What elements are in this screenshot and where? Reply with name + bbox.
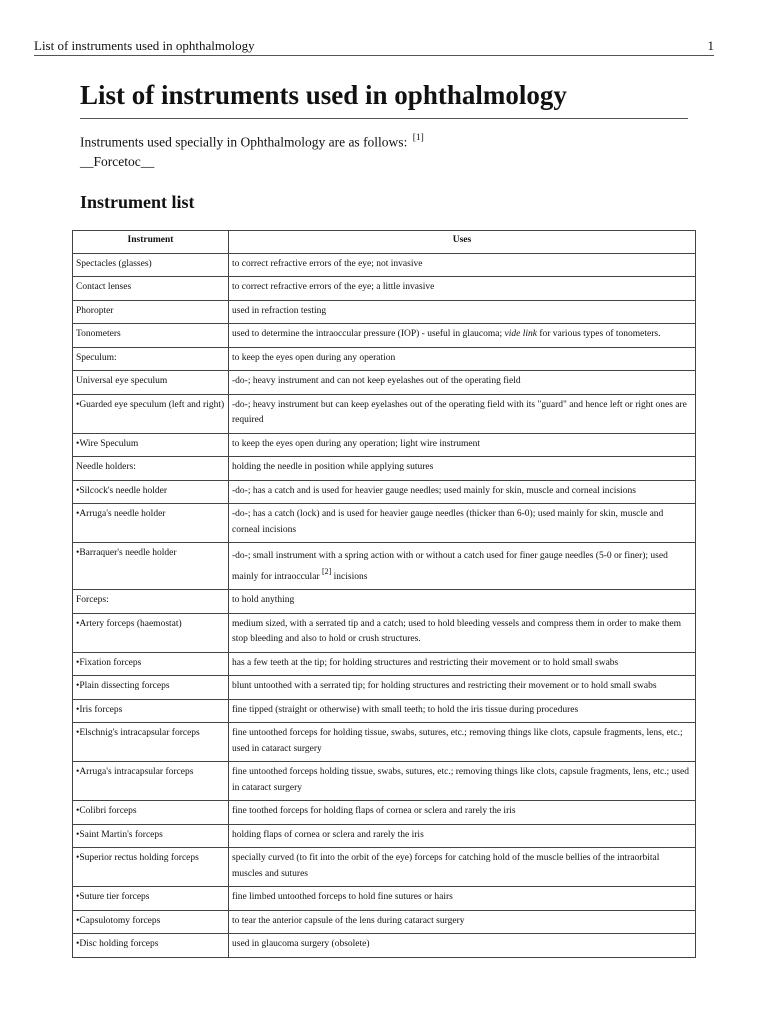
table-row: [73, 277, 696, 301]
table-row: [73, 848, 696, 887]
uses-cell: -do-; small instrument with a spring action with or without a catch used for finer gauge needles (5-0 or finer); used mainly for intraoccular [2] incisions: [229, 543, 696, 590]
reference-link-2[interactable]: [2]: [321, 566, 332, 576]
table-row: [73, 253, 696, 277]
table-row: [73, 543, 696, 590]
forcetoc-marker: __Forcetoc__: [80, 154, 155, 169]
table-row: [73, 824, 696, 848]
intro-text: Instruments used specially in Ophthalmology are as follows:: [80, 134, 408, 150]
instrument-cell: Speculum:: [73, 347, 229, 371]
table-header-row: [73, 231, 696, 254]
uses-cell: to keep the eyes open during any operation: [229, 347, 696, 371]
table-row: [73, 394, 696, 433]
uses-cell: holding the needle in position while applying sutures: [229, 457, 696, 481]
instrument-cell: •Iris forceps: [73, 699, 229, 723]
uses-cell: specially curved (to fit into the orbit of the eye) forceps for catching hold of the muscle bellies of the intraorbital muscles and sutures: [229, 848, 696, 887]
instrument-cell: Universal eye speculum: [73, 371, 229, 395]
table-row: [73, 801, 696, 825]
uses-cell: -do-; has a catch (lock) and is used for heavier gauge needles (thicker than 6-0); used mainly for skin, muscle and corneal incisions: [229, 504, 696, 543]
instrument-cell: •Colibri forceps: [73, 801, 229, 825]
uses-cell: to hold anything: [229, 590, 696, 614]
table-row: [73, 433, 696, 457]
uses-cell: fine untoothed forceps holding tissue, swabs, sutures, etc.; removing things like clots, capsule fragments, lens, etc.; used in cataract surgery: [229, 762, 696, 801]
running-header: [34, 38, 714, 54]
instrument-cell: •Superior rectus holding forceps: [73, 848, 229, 887]
uses-cell: fine limbed untoothed forceps to hold fine sutures or hairs: [229, 887, 696, 911]
table-row: [73, 934, 696, 958]
page-number: 1: [707, 38, 714, 53]
uses-cell: -do-; has a catch and is used for heavier gauge needles; used mainly for skin, muscle and corneal incisions: [229, 480, 696, 504]
instrument-cell: •Barraquer's needle holder: [73, 543, 229, 590]
uses-cell: -do-; heavy instrument and can not keep eyelashes out of the operating field: [229, 371, 696, 395]
column-header-uses: Uses: [229, 231, 696, 254]
table-row: [73, 457, 696, 481]
uses-cell: blunt untoothed with a serrated tip; for holding structures and restricting their movement or to hold small swabs: [229, 676, 696, 700]
column-header-instrument: Instrument: [73, 231, 229, 254]
uses-cell: to keep the eyes open during any operation; light wire instrument: [229, 433, 696, 457]
instrument-cell: •Arruga's needle holder: [73, 504, 229, 543]
instrument-cell: •Disc holding forceps: [73, 934, 229, 958]
instrument-cell: Forceps:: [73, 590, 229, 614]
header-rule: [34, 55, 714, 56]
running-title: List of instruments used in ophthalmology: [34, 38, 255, 53]
table-row: [73, 723, 696, 762]
table-row: [73, 676, 696, 700]
uses-cell: medium sized, with a serrated tip and a catch; used to hold bleeding vessels and compress them in order to make them stop bleeding and also to hold or crush structures.: [229, 613, 696, 652]
vide-link[interactable]: vide link: [504, 329, 537, 339]
instrument-cell: •Artery forceps (haemostat): [73, 613, 229, 652]
uses-cell: fine untoothed forceps for holding tissue, swabs, sutures, etc.; removing things like clots, capsule fragments, lens, etc.; used in cataract surgery: [229, 723, 696, 762]
table-row: [73, 371, 696, 395]
table-row: [73, 590, 696, 614]
table-row: [73, 300, 696, 324]
table-row: [73, 699, 696, 723]
instrument-cell: •Silcock's needle holder: [73, 480, 229, 504]
uses-cell: used to determine the intraoccular pressure (IOP) - useful in glaucoma; vide link for various types of tonometers.: [229, 324, 696, 348]
title-divider: [80, 118, 688, 119]
section-heading: Instrument list: [80, 192, 195, 212]
instrument-table: [72, 230, 696, 958]
uses-cell: has a few teeth at the tip; for holding structures and restricting their movement or to hold small swabs: [229, 652, 696, 676]
table-row: [73, 324, 696, 348]
table-row: [73, 504, 696, 543]
table-row: [73, 480, 696, 504]
table-row: [73, 652, 696, 676]
instrument-cell: •Wire Speculum: [73, 433, 229, 457]
uses-cell: to tear the anterior capsule of the lens during cataract surgery: [229, 910, 696, 934]
instrument-cell: •Plain dissecting forceps: [73, 676, 229, 700]
instrument-cell: Needle holders:: [73, 457, 229, 481]
instrument-cell: •Fixation forceps: [73, 652, 229, 676]
instrument-cell: •Arruga's intracapsular forceps: [73, 762, 229, 801]
instrument-cell: Spectacles (glasses): [73, 253, 229, 277]
instrument-cell: •Saint Martin's forceps: [73, 824, 229, 848]
instrument-cell: Phoropter: [73, 300, 229, 324]
table-row: [73, 347, 696, 371]
uses-cell: fine toothed forceps for holding flaps of cornea or sclera and rarely the iris: [229, 801, 696, 825]
instrument-cell: •Capsulotomy forceps: [73, 910, 229, 934]
table-row: [73, 910, 696, 934]
uses-cell: holding flaps of cornea or sclera and rarely the iris: [229, 824, 696, 848]
table-row: [73, 613, 696, 652]
uses-cell: to correct refractive errors of the eye; a little invasive: [229, 277, 696, 301]
uses-cell: fine tipped (straight or otherwise) with small teeth; to hold the iris tissue during procedures: [229, 699, 696, 723]
instrument-cell: •Suture tier forceps: [73, 887, 229, 911]
reference-link-1[interactable]: [1]: [412, 133, 424, 143]
uses-cell: to correct refractive errors of the eye; not invasive: [229, 253, 696, 277]
page-title: List of instruments used in ophthalmology: [80, 80, 567, 110]
instrument-cell: Tonometers: [73, 324, 229, 348]
intro-paragraph: [80, 129, 424, 153]
table-row: [73, 762, 696, 801]
uses-cell: -do-; heavy instrument but can keep eyelashes out of the operating field with its "guard" and hence left or right ones are required: [229, 394, 696, 433]
instrument-cell: Contact lenses: [73, 277, 229, 301]
uses-cell: used in refraction testing: [229, 300, 696, 324]
instrument-cell: •Elschnig's intracapsular forceps: [73, 723, 229, 762]
uses-cell: used in glaucoma surgery (obsolete): [229, 934, 696, 958]
table-row: [73, 887, 696, 911]
instrument-cell: •Guarded eye speculum (left and right): [73, 394, 229, 433]
